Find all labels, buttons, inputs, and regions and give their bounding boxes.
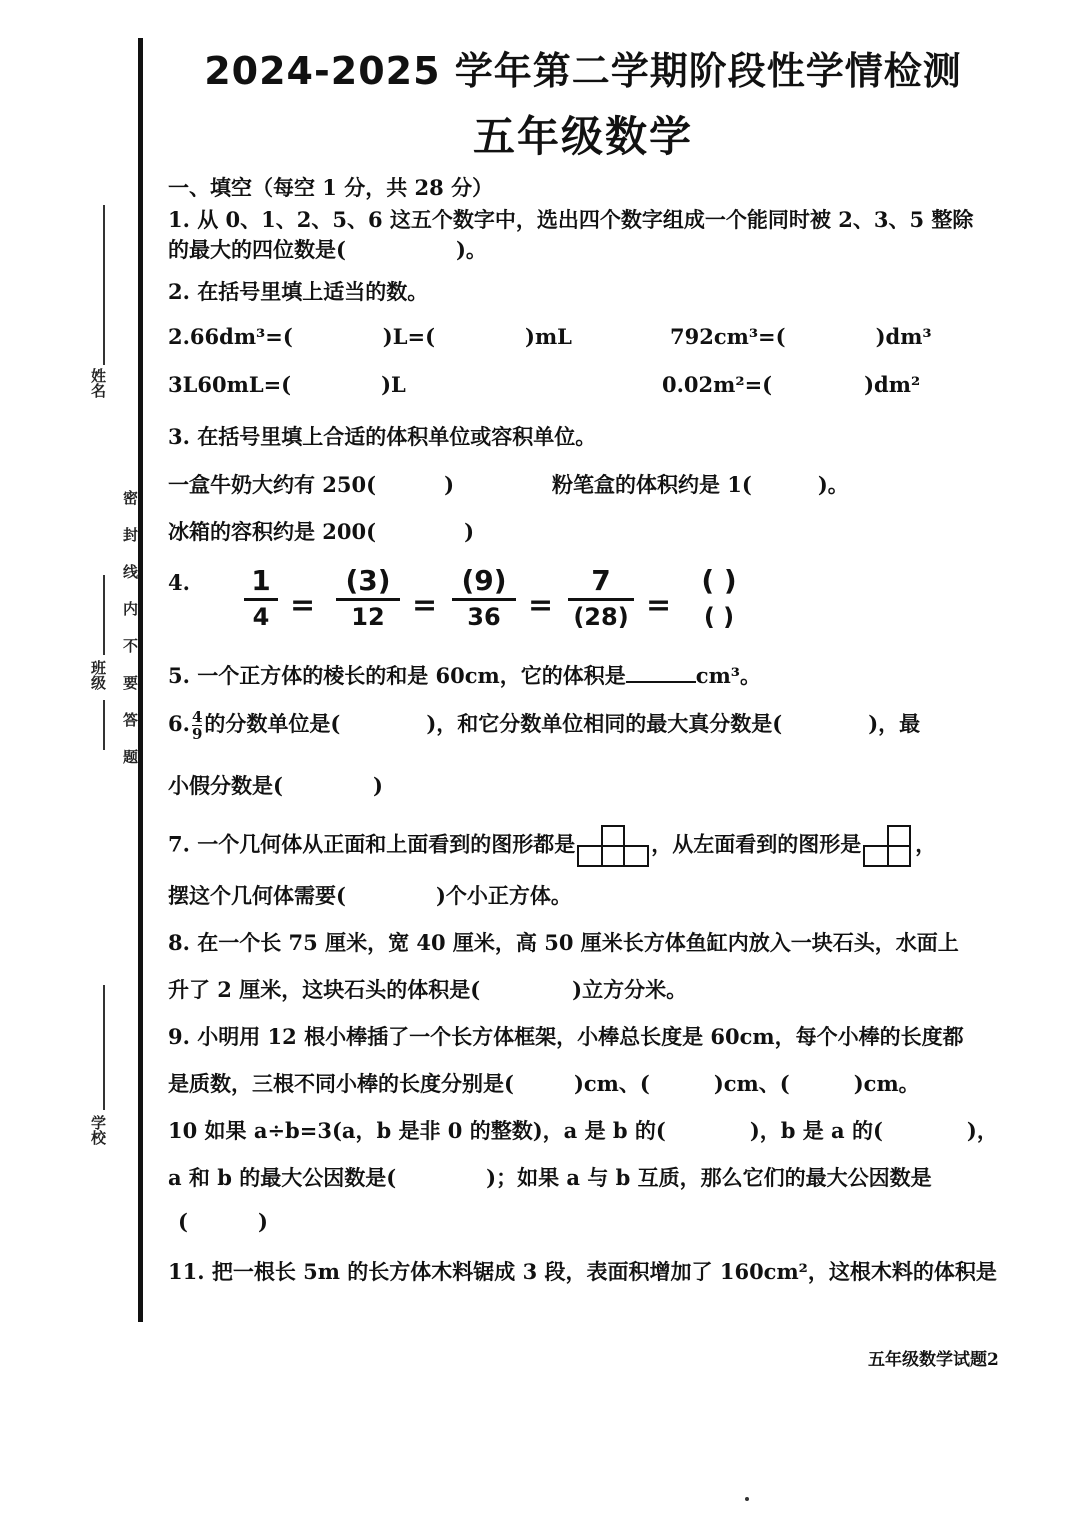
q10-text-f: ( <box>178 1209 188 1234</box>
q3-b-text: 粉笔盒的体积约是 1( <box>552 472 752 497</box>
q10-text-a: 10 如果 a÷b=3(a，b 是非 0 的整数)，a 是 b 的( <box>168 1118 666 1143</box>
q4-equals-1: = <box>290 588 316 623</box>
q4-f1-numerator: 1 <box>251 564 271 597</box>
q4-f2-denominator: 12 <box>351 603 385 631</box>
q4-f4-numerator: 7 <box>591 564 611 597</box>
q9-text-d: )cm。 <box>853 1071 920 1096</box>
q4-f2-numerator[interactable]: (3) <box>345 564 391 597</box>
q1-text-a: 的最大的四位数是( <box>168 237 346 262</box>
q4-fraction-1 <box>244 566 278 631</box>
q9-text-c: )cm、( <box>713 1071 790 1096</box>
q4-label: 4. <box>168 570 190 595</box>
class-underline-top <box>103 575 105 655</box>
q9-line1: 9. 小明用 12 根小棒插了一个长方体框架，小棒总长度是 60cm，每个小棒的长度都 <box>168 1024 964 1049</box>
q3-b-close: )。 <box>817 472 849 497</box>
q3-instruction: 3. 在括号里填上合适的体积单位或容积单位。 <box>168 424 597 449</box>
q2-r2-c: 0.02m²=( <box>662 372 773 397</box>
q4-equals-2: = <box>412 588 438 623</box>
q3-a-close: ) <box>444 472 455 497</box>
q6-line2 <box>168 770 383 800</box>
q4-f5-denominator[interactable]: ( ) <box>703 603 735 631</box>
q4-equals-3: = <box>528 588 554 623</box>
q2-row2-left <box>168 372 406 397</box>
q7-text-a: 7. 一个几何体从正面和上面看到的图形都是 <box>168 831 576 857</box>
q10-line1 <box>168 1115 998 1145</box>
q7-text-e: )个小正方体。 <box>435 883 572 908</box>
q4-fraction-2 <box>336 566 400 631</box>
q10-text-e: )；如果 a 与 b 互质，那么它们的最大公因数是 <box>486 1165 932 1190</box>
q6-line1 <box>168 708 920 742</box>
q8-text-b: )立方分米。 <box>572 977 688 1002</box>
q2-r1-e: )dm³ <box>875 324 932 349</box>
section-heading: 一、填空（每空 1 分，共 28 分） <box>168 175 494 200</box>
page-footer: 五年级数学试题2 <box>868 1350 999 1370</box>
q10-text-g: ) <box>257 1209 268 1234</box>
school-label: 学校 <box>89 1115 107 1145</box>
q4-fraction-4 <box>568 566 634 631</box>
q2-row1-right <box>670 324 932 349</box>
q10-line2 <box>168 1162 932 1192</box>
q3-item-c <box>168 516 474 546</box>
q2-r2-d: )dm² <box>864 372 921 397</box>
q2-r2-b: )L <box>381 372 406 397</box>
q7-line2 <box>168 880 572 910</box>
q10-text-b: )，b 是 a 的( <box>749 1118 883 1143</box>
q7-text-c: ， <box>915 831 937 857</box>
q6-text-e: ) <box>372 773 383 798</box>
q6-number: 6. <box>168 711 190 736</box>
q2-row1-left <box>168 324 572 349</box>
q4-f5-numerator[interactable]: ( ) <box>701 564 737 597</box>
exam-subtitle: 五年级数学 <box>472 112 693 161</box>
q7-text-d: 摆这个几何体需要( <box>168 883 346 908</box>
q6-text-d: 小假分数是( <box>168 773 283 798</box>
q4-f1-denominator: 4 <box>252 603 270 631</box>
q5-line <box>168 660 761 690</box>
q1-line1: 1. 从 0、1、2、5、6 这五个数字中，选出四个数字组成一个能同时被 2、3、5 整除 <box>168 207 974 232</box>
left-view-shape <box>861 824 915 868</box>
q4-fraction-5 <box>688 566 750 631</box>
q4-f4-denominator[interactable]: (28) <box>573 603 629 631</box>
seal-text: 密封线内不要答题 <box>121 490 139 786</box>
q3-item-b <box>552 469 849 499</box>
q2-r1-c: )mL <box>525 324 572 349</box>
q6-text-a: 的分数单位是( <box>204 711 341 736</box>
q7-text-b: ，从左面看到的图形是 <box>651 831 862 857</box>
q11-line1: 11. 把一根长 5m 的长方体木料锯成 3 段，表面积增加了 160cm²，这根木料的体积是 <box>168 1259 997 1284</box>
q5-unit: cm³。 <box>695 663 761 688</box>
q3-a-text: 一盒牛奶大约有 250( <box>168 472 377 497</box>
name-underline <box>103 205 105 365</box>
q2-r2-a: 3L60mL=( <box>168 372 292 397</box>
q4-f3-numerator[interactable]: (9) <box>461 564 507 597</box>
q8-line2 <box>168 974 687 1004</box>
class-underline-bottom <box>103 700 105 750</box>
q2-instruction: 2. 在括号里填上适当的数。 <box>168 279 429 304</box>
q10-line3 <box>178 1209 268 1234</box>
q5-answer-blank[interactable] <box>626 663 696 683</box>
q4-equals-4: = <box>646 588 672 623</box>
q5-text: 5. 一个正方体的棱长的和是 60cm，它的体积是 <box>168 663 626 688</box>
q9-text-b: )cm、( <box>573 1071 650 1096</box>
q7-line1 <box>168 824 936 868</box>
q4-fraction-3 <box>452 566 516 631</box>
q3-c-close: ) <box>464 519 475 544</box>
q1-text-b: )。 <box>455 237 487 262</box>
q2-row2-right <box>662 372 920 397</box>
q8-text-a: 升了 2 厘米，这块石头的体积是( <box>168 977 481 1002</box>
front-top-view-shape <box>575 824 651 868</box>
exam-title: 2024-2025 学年第二学期阶段性学情检测 <box>204 49 962 93</box>
school-underline <box>103 985 105 1110</box>
q6-fraction-denominator: 9 <box>191 725 203 743</box>
q1-line2 <box>168 234 487 264</box>
q10-text-d: a 和 b 的最大公因数是( <box>168 1165 397 1190</box>
scan-speck <box>745 1497 749 1501</box>
name-label: 姓名 <box>89 368 107 398</box>
q3-item-a <box>168 469 454 499</box>
q10-text-c: )， <box>966 1118 998 1143</box>
q6-text-b: )，和它分数单位相同的最大真分数是( <box>426 711 783 736</box>
q8-line1: 8. 在一个长 75 厘米，宽 40 厘米，高 50 厘米长方体鱼缸内放入一块石头，水面上 <box>168 930 959 955</box>
q3-c-text: 冰箱的容积约是 200( <box>168 519 377 544</box>
class-label: 班级 <box>89 660 107 690</box>
q4-f3-denominator: 36 <box>467 603 501 631</box>
q6-fraction-numerator: 4 <box>191 708 203 726</box>
q9-line2 <box>168 1068 920 1098</box>
q6-text-c: )，最 <box>868 711 921 736</box>
q9-text-a: 是质数，三根不同小棒的长度分别是( <box>168 1071 514 1096</box>
q2-r1-d: 792cm³=( <box>670 324 786 349</box>
q2-r1-b: )L=( <box>382 324 436 349</box>
q2-r1-a: 2.66dm³=( <box>168 324 293 349</box>
q6-fraction <box>192 709 202 742</box>
